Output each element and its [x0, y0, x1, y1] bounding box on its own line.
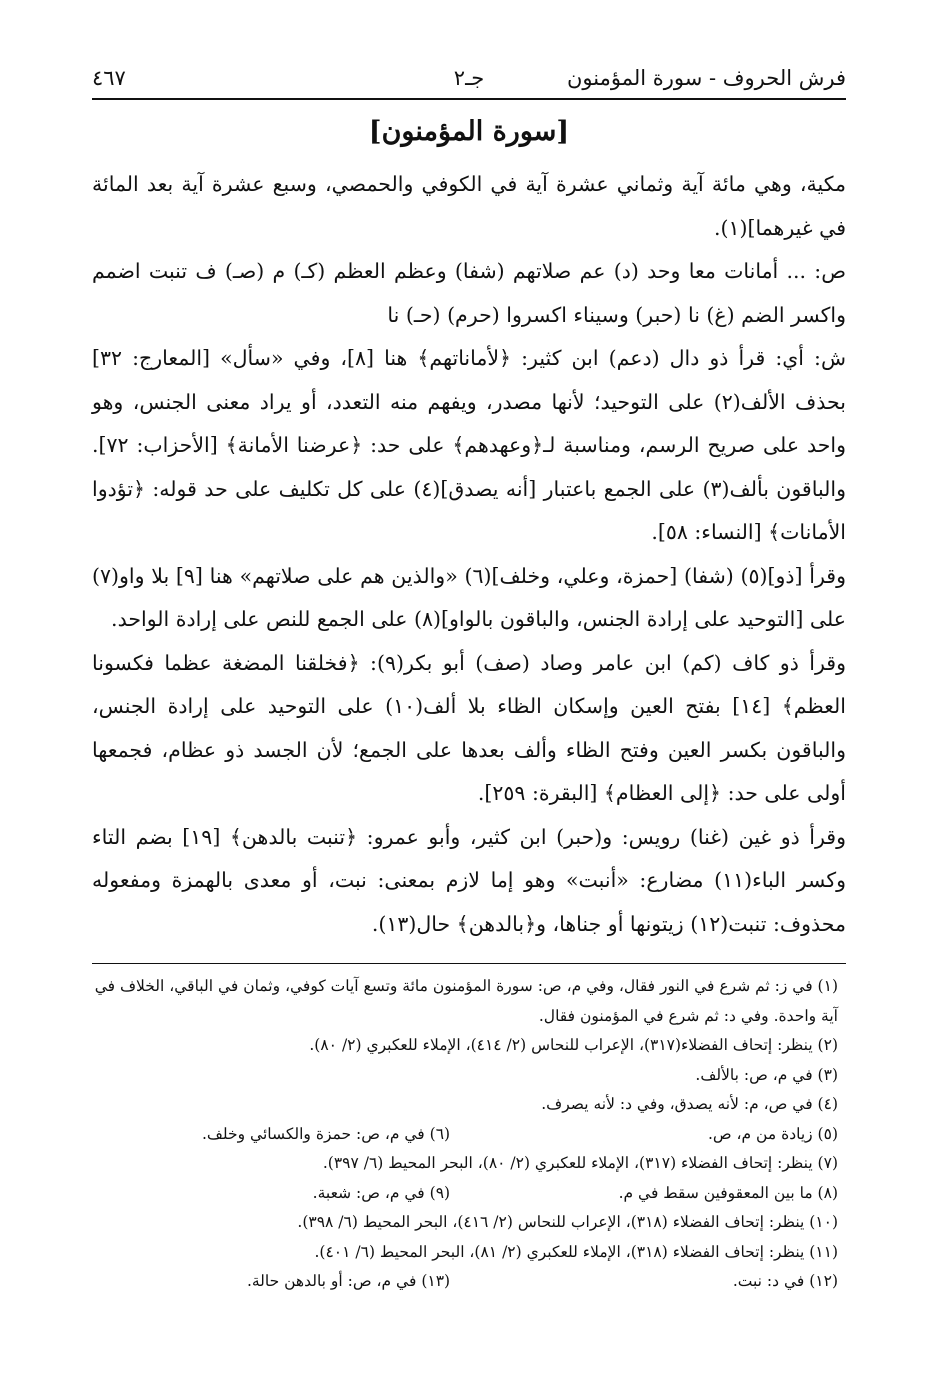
intro-paragraph: مكية، وهي مائة آية وثماني عشرة آية في الكوفي والحمصي، وسبع عشرة آية بعد المائة في غيرهما](١).	[92, 172, 846, 240]
footnote: (٧) ينظر: إتحاف الفضلاء (٣١٧)، الإملاء للعكبري (٢/ ٨٠)، البحر المحيط (٦/ ٣٩٧).	[322, 1154, 838, 1172]
poem-verse: ص: ... أمانات معا وحد (د) عم صلاتهم (شفا) وعظم العظم (كـ) م (صـ) ف تنبت اضمم واكسر الضم (غ) نا (حبر) وسيناء اكسروا (حرم) (حـ) نا	[92, 259, 846, 327]
footnote: (١٢) في د: نبت.	[732, 1272, 838, 1290]
footnote: (١١) ينظر: إتحاف الفضلاء (٣١٨)، الإملاء للعكبري (٢/ ٨١)، البحر المحيط (٦/ ٤٠١).	[314, 1242, 838, 1261]
commentary-paragraph: وقرأ ذو كاف (كم) ابن عامر وصاد (صف) أبو بكر(٩): ﴿فخلقنا المضغة عظما فكسونا العظم﴾ [١٤] بفتح العين وإسكان الظاء بلا ألف(١٠) على التوحيد على إرادة الجنس، والباقون بكسر العين وفتح الظاء وألف بعدها على الجمع؛ لأن الجسد ذو عظام، فجمعها أولى على حد: ﴿إلى العظام﴾ [البقرة: ٢٥٩].	[92, 650, 846, 805]
footnote: (٨) ما بين المعقوفين سقط في م.	[618, 1183, 838, 1202]
footnote: (٥) زيادة من م، ص.	[707, 1124, 838, 1143]
commentary-paragraph: ش: أي: قرأ ذو دال (دعم) ابن كثير: ﴿لأماناتهم﴾ هنا [٨]، وفي «سأل» [المعارج: ٣٢] بحذف الألف(٢) على التوحيد؛ لأنها مصدر، ويفهم منه التعدد، أو يراد معنى الجنس، وهو واحد على صريح الرسم، ومناسبة لـ﴿وعهدهم﴾ على حد: ﴿عرضنا الأمانة﴾ [الأحزاب: ٧٢]. والباقون بألف(٣) على الجمع باعتبار [أنه يصدق](٤) على كل تكليف على حد قوله: ﴿تؤدوا الأمانات﴾ [النساء: ٥٨].	[92, 346, 847, 544]
footnote-row	[92, 1179, 838, 1209]
header-chapter-title: فرش الحروف - سورة المؤمنون	[566, 66, 846, 90]
header-volume: جـ٢	[453, 66, 485, 90]
footnote: (٤) في ص، م: لأنه يصدق، وفي د: لأنه يصرف.	[541, 1095, 838, 1113]
footnote-row	[92, 1120, 838, 1150]
commentary-paragraph: وقرأ [ذو](٥) (شفا) [حمزة، وعلي، وخلف](٦) «والذين هم على صلاتهم» هنا [٩] بلا واو(٧) على [التوحيد على إرادة الجنس، والباقون بالواو](٨) على الجمع للنص على إرادة الواحد.	[92, 563, 846, 631]
footnote-separator	[92, 963, 846, 964]
running-header	[92, 58, 846, 100]
footnote: (١٣) في م، ص: أو بالدهن حالة.	[246, 1272, 451, 1290]
footnote: (٦) في م، ص: حمزة والكسائي وخلف.	[201, 1124, 451, 1143]
surah-title: [سورة المؤمنون]	[368, 116, 570, 147]
footnote-row	[92, 1267, 838, 1297]
footnote: (٩) في م، ص: شعبة.	[312, 1183, 451, 1202]
commentary-paragraph: وقرأ ذو غين (غنا) رويس: و(حبر) ابن كثير، وأبو عمرو: ﴿تنبت بالدهن﴾ [١٩] بضم التاء وكسر الباء(١١) مضارع: «أنبت» وهو إما لازم بمعنى: نبت، أو معدى بالهمزة ومفعوله محذوف: تنبت(١٢) زيتونها أو جناها، و﴿بالدهن﴾ حال(١٣).	[92, 824, 847, 936]
footnotes	[92, 972, 838, 1297]
main-text	[92, 163, 846, 946]
footnote: (٢) ينظر: إتحاف الفضلاء(٣١٧)، الإعراب للنحاس (٢/ ٤١٤)، الإملاء للعكبري (٢/ ٨٠).	[309, 1036, 838, 1054]
footnote: (١٠) ينظر: إتحاف الفضلاء (٣١٨)، الإعراب للنحاس (٢/ ٤١٦)، البحر المحيط (٦/ ٣٩٨).	[297, 1213, 838, 1231]
footnote: (١) في ز: ثم شرع في النور فقال، وفي م، ص: سورة المؤمنون مائة وتسع آيات كوفي، وثمان في الباقي، الخلاف في آية واحدة. وفي د: ثم شرع في المؤمنون فقال.	[94, 977, 838, 1025]
footnote: (٣) في م، ص: بالألف.	[695, 1065, 838, 1084]
header-page-number: ٤٦٧	[92, 66, 126, 90]
